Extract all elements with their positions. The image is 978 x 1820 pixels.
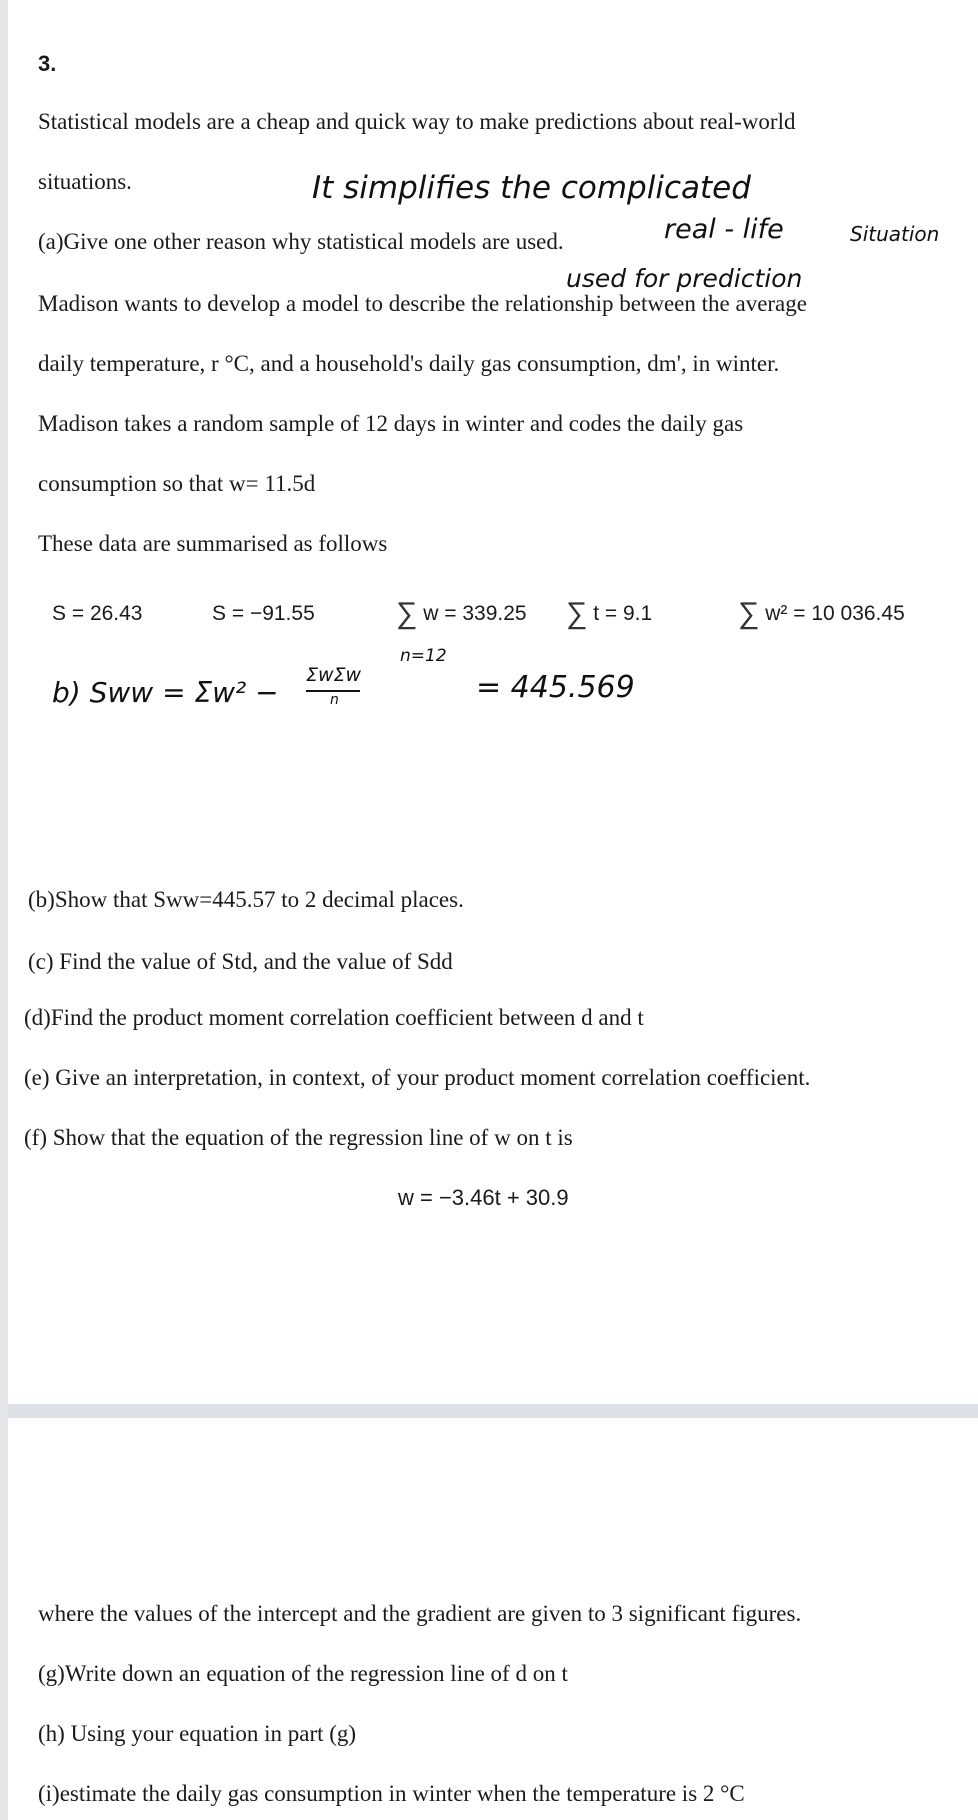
question-number: 3. [38,51,57,76]
summary-sum-w2-value: w² = 10 036.45 [765,602,905,625]
handwritten-answer-a-line-1: It simplifies the complicated [312,170,751,206]
summary-statistics [0,597,978,632]
part-e-question: (e) Give an interpretation, in context, of your product moment correlation coefficient. [24,1065,811,1090]
handwritten-n-value: n=12 [400,646,447,666]
context-line-5: These data are summarised as follows [38,531,388,556]
handwritten-fraction-denominator: n [330,692,339,708]
summary-sum-t [566,597,653,630]
handwritten-result: = 445.569 [476,670,635,705]
handwritten-answer-a-line-2: real - life [664,214,784,245]
part-d-question: (d)Find the product moment correlation coefficient between d and t [24,1005,644,1030]
summary-sum-t-value: t = 9.1 [593,602,653,625]
lower-line-1: where the values of the intercept and the gradient are given to 3 significant figures. [38,1601,802,1626]
context-line-2: daily temperature, r °C, and a household's daily gas consumption, dm', in winter. [38,351,780,376]
handwritten-answer-a-line-3: used for prediction [566,264,803,293]
handwritten-part-b-work: b) Sww = Σw² − [52,676,279,709]
part-h-question: (h) Using your equation in part (g) [38,1721,357,1746]
summary-sum-w-value: w = 339.25 [423,602,527,625]
context-line-3: Madison takes a random sample of 12 days in winter and codes the daily gas [38,411,744,436]
part-g-question: (g)Write down an equation of the regression line of d on t [38,1661,568,1686]
part-f-question: (f) Show that the equation of the regression line of w on t is [24,1125,573,1150]
page-divider-band [8,1404,978,1418]
sigma-symbol: ∑ [396,597,418,630]
part-a-question: (a)Give one other reason why statistical models are used. [38,229,564,254]
sigma-symbol: ∑ [566,597,588,630]
handwritten-answer-a-line-2b: Situation [850,222,940,246]
summary-sum-w [396,597,527,630]
regression-equation: w = −3.46t + 30.9 [398,1185,569,1210]
part-b-question: (b)Show that Sww=445.57 to 2 decimal places. [28,887,464,912]
left-margin-rule [0,0,8,1820]
context-line-4: consumption so that w= 11.5d [38,471,316,496]
summary-s2: S = −91.55 [212,602,315,625]
intro-line-1: Statistical models are a cheap and quick way to make predictions about real-world [38,109,796,134]
summary-sum-w2 [738,597,905,630]
summary-s1: S = 26.43 [52,602,143,625]
part-c-question: (c) Find the value of Std, and the value of Sdd [28,949,453,974]
intro-line-2: situations. [38,169,132,194]
sigma-symbol: ∑ [738,597,760,630]
handwritten-fraction-numerator: ΣwΣw [306,664,362,686]
part-i-question: (i)estimate the daily gas consumption in winter when the temperature is 2 °C [38,1781,745,1806]
context-line-1: Madison wants to develop a model to describe the relationship between the average [38,291,807,316]
